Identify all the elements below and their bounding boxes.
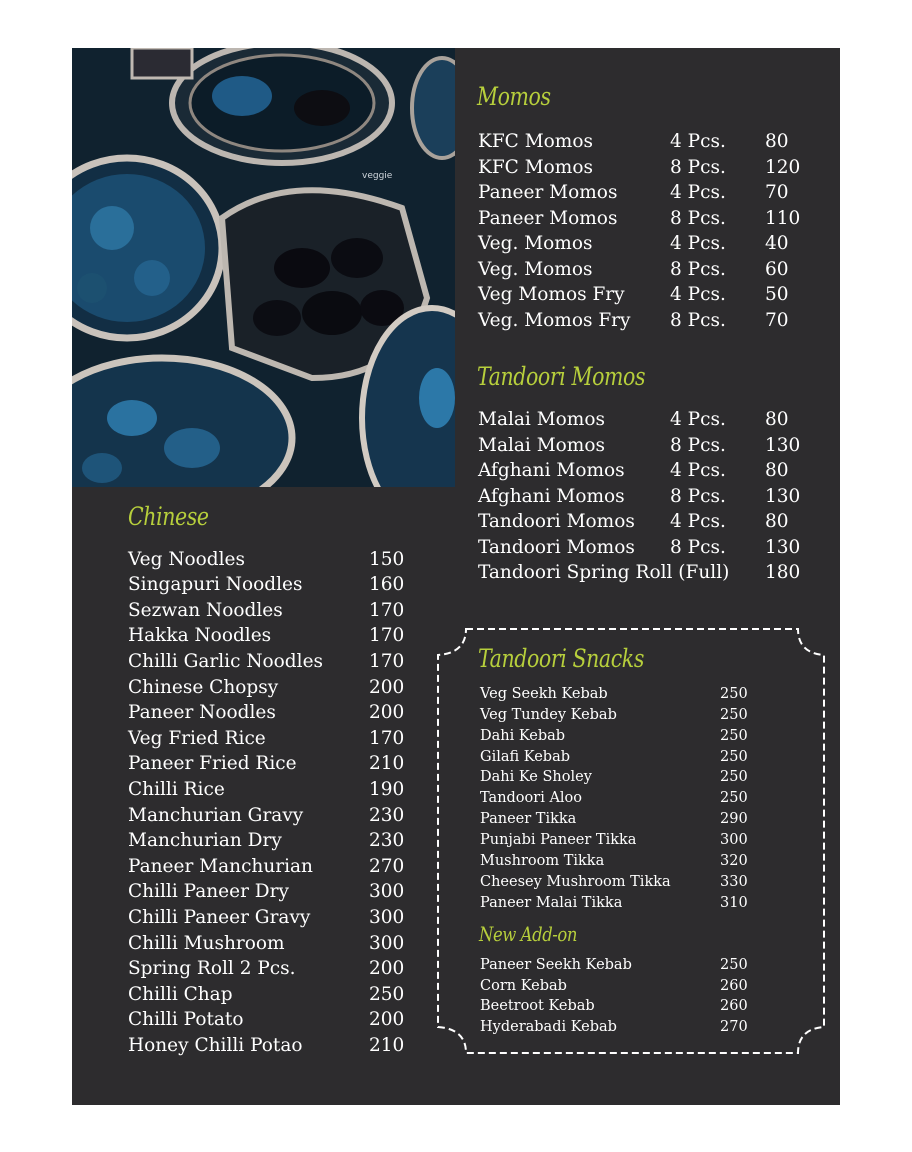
item-name: Sezwan Noodles xyxy=(128,600,283,621)
item-price: 250 xyxy=(720,686,748,702)
food-photo-illustration xyxy=(72,48,455,487)
tandoori-momos-heading: Tandoori Momos xyxy=(477,362,646,391)
chinese-heading: Chinese xyxy=(128,502,209,531)
item-price: 160 xyxy=(369,574,405,595)
item-price: 190 xyxy=(369,779,405,800)
item-price: 230 xyxy=(369,830,405,851)
item-name: Veg Noodles xyxy=(128,549,245,570)
item-price: 170 xyxy=(369,728,405,749)
item-name: Chilli Paneer Dry xyxy=(128,881,289,902)
item-price: 290 xyxy=(720,811,748,827)
item-qty: 8 Pcs. xyxy=(670,157,726,178)
item-name: Malai Momos xyxy=(478,409,605,430)
item-qty: 4 Pcs. xyxy=(670,182,726,203)
item-price: 260 xyxy=(720,978,748,994)
item-name: Paneer Tikka xyxy=(480,811,577,827)
item-name: Tandoori Aloo xyxy=(480,790,583,806)
item-price: 270 xyxy=(720,1019,748,1035)
item-name: Manchurian Gravy xyxy=(128,805,304,826)
item-price: 80 xyxy=(765,460,789,481)
item-price: 210 xyxy=(369,1035,405,1056)
item-name: Beetroot Kebab xyxy=(480,998,595,1014)
item-price: 250 xyxy=(720,707,748,723)
item-name: Mushroom Tikka xyxy=(480,853,605,869)
item-name: Hakka Noodles xyxy=(128,625,272,646)
item-qty: 4 Pcs. xyxy=(670,460,726,481)
item-price: 110 xyxy=(765,208,801,229)
item-qty: 4 Pcs. xyxy=(670,409,726,430)
item-price: 260 xyxy=(720,998,748,1014)
item-name: Paneer Momos xyxy=(478,182,618,203)
item-price: 200 xyxy=(369,958,405,979)
item-name: Chilli Garlic Noodles xyxy=(128,651,324,672)
item-price: 200 xyxy=(369,1009,405,1030)
item-qty: 4 Pcs. xyxy=(670,131,726,152)
item-price: 120 xyxy=(765,157,801,178)
item-qty: 8 Pcs. xyxy=(670,310,726,331)
item-price: 80 xyxy=(765,131,789,152)
item-price: 200 xyxy=(369,702,405,723)
item-price: 70 xyxy=(765,182,789,203)
item-price: 180 xyxy=(765,562,801,583)
item-name: Afghani Momos xyxy=(478,486,625,507)
item-name: Punjabi Paneer Tikka xyxy=(480,832,637,848)
item-name: Singapuri Noodles xyxy=(128,574,303,595)
item-qty: 4 Pcs. xyxy=(670,233,726,254)
item-price: 130 xyxy=(765,486,801,507)
item-name: Chilli Mushroom xyxy=(128,933,285,954)
item-price: 60 xyxy=(765,259,789,280)
item-price: 70 xyxy=(765,310,789,331)
item-name: KFC Momos xyxy=(478,131,593,152)
item-price: 250 xyxy=(720,728,748,744)
item-price: 130 xyxy=(765,537,801,558)
item-name: Spring Roll 2 Pcs. xyxy=(128,958,296,979)
item-price: 230 xyxy=(369,805,405,826)
item-name: Paneer Fried Rice xyxy=(128,753,297,774)
item-price: 250 xyxy=(720,769,748,785)
item-name: Hyderabadi Kebab xyxy=(480,1019,617,1035)
photo-watermark-text: veggie xyxy=(362,171,393,181)
item-name: Veg Tundey Kebab xyxy=(480,707,617,723)
item-qty: 8 Pcs. xyxy=(670,486,726,507)
item-name: Chilli Potato xyxy=(128,1009,244,1030)
item-price: 150 xyxy=(369,549,405,570)
item-price: 310 xyxy=(720,895,748,911)
item-qty: 8 Pcs. xyxy=(670,537,726,558)
item-qty: 8 Pcs. xyxy=(670,208,726,229)
momos-heading: Momos xyxy=(477,82,551,111)
item-name: Corn Kebab xyxy=(480,978,567,994)
item-price: 250 xyxy=(720,749,748,765)
item-price: 300 xyxy=(369,907,405,928)
item-price: 250 xyxy=(369,984,405,1005)
item-price: 300 xyxy=(720,832,748,848)
item-name: Veg Fried Rice xyxy=(128,728,266,749)
item-name: Veg Seekh Kebab xyxy=(480,686,608,702)
item-price: 300 xyxy=(369,933,405,954)
item-price: 320 xyxy=(720,853,748,869)
item-price: 80 xyxy=(765,511,789,532)
item-name: Paneer Noodles xyxy=(128,702,276,723)
item-price: 250 xyxy=(720,790,748,806)
item-price: 50 xyxy=(765,284,789,305)
item-qty: 4 Pcs. xyxy=(670,511,726,532)
item-price: 40 xyxy=(765,233,789,254)
item-name: Chilli Chap xyxy=(128,984,233,1005)
item-price: 200 xyxy=(369,677,405,698)
item-name: Veg. Momos Fry xyxy=(478,310,631,331)
item-qty: 8 Pcs. xyxy=(670,259,726,280)
item-price: 170 xyxy=(369,651,405,672)
item-price: 170 xyxy=(369,600,405,621)
item-price: 330 xyxy=(720,874,748,890)
item-name: Paneer Malai Tikka xyxy=(480,895,623,911)
item-price: 210 xyxy=(369,753,405,774)
item-name: KFC Momos xyxy=(478,157,593,178)
item-name: Gilafi Kebab xyxy=(480,749,571,765)
item-qty: 4 Pcs. xyxy=(670,284,726,305)
item-name: Tandoori Momos xyxy=(478,537,635,558)
item-name: Dahi Kebab xyxy=(480,728,566,744)
item-price: 300 xyxy=(369,881,405,902)
item-price: 270 xyxy=(369,856,405,877)
item-name: Paneer Seekh Kebab xyxy=(480,957,632,973)
item-qty: 8 Pcs. xyxy=(670,435,726,456)
item-name: Veg Momos Fry xyxy=(478,284,625,305)
item-name: Chilli Paneer Gravy xyxy=(128,907,311,928)
item-name: Veg. Momos xyxy=(478,259,593,280)
item-name: Tandoori Momos xyxy=(478,511,635,532)
food-photo xyxy=(72,48,455,487)
new-addon-heading: New Add-on xyxy=(479,922,578,946)
item-name: Chilli Rice xyxy=(128,779,225,800)
item-name: Dahi Ke Sholey xyxy=(480,769,592,785)
item-name: Tandoori Spring Roll (Full) xyxy=(478,562,730,583)
item-name: Chinese Chopsy xyxy=(128,677,279,698)
item-name: Honey Chilli Potao xyxy=(128,1035,303,1056)
item-price: 250 xyxy=(720,957,748,973)
item-name: Malai Momos xyxy=(478,435,605,456)
item-name: Paneer Manchurian xyxy=(128,856,313,877)
item-price: 170 xyxy=(369,625,405,646)
item-name: Paneer Momos xyxy=(478,208,618,229)
tandoori-snacks-heading: Tandoori Snacks xyxy=(478,644,644,673)
item-name: Afghani Momos xyxy=(478,460,625,481)
item-name: Manchurian Dry xyxy=(128,830,282,851)
item-name: Cheesey Mushroom Tikka xyxy=(480,874,671,890)
item-price: 130 xyxy=(765,435,801,456)
item-price: 80 xyxy=(765,409,789,430)
item-name: Veg. Momos xyxy=(478,233,593,254)
